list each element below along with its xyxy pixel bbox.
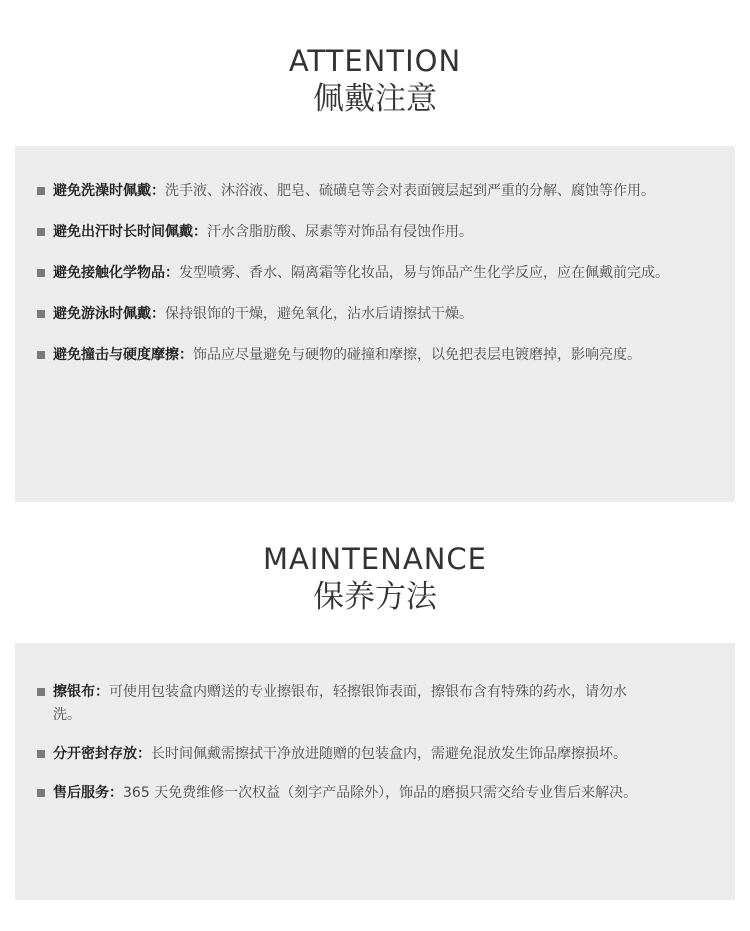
attention-item-separator: ： bbox=[165, 265, 179, 281]
square-bullet-icon bbox=[37, 688, 45, 696]
attention-item-separator: ： bbox=[179, 347, 193, 363]
square-bullet-icon bbox=[37, 789, 45, 797]
maintenance-item bbox=[37, 782, 653, 805]
square-bullet-icon bbox=[37, 228, 45, 236]
attention-panel bbox=[15, 146, 735, 502]
maintenance-item-title: 分开密封存放 bbox=[53, 746, 137, 762]
attention-item-title: 避免撞击与硬度摩擦 bbox=[53, 347, 179, 363]
attention-item-separator: ： bbox=[151, 306, 165, 322]
maintenance-heading bbox=[0, 542, 750, 616]
maintenance-item-text: 365 天免费维修一次权益（刻字产品除外），饰品的磨损只需交给专业售后来解决。 bbox=[123, 785, 638, 801]
attention-item-separator: ： bbox=[151, 183, 165, 199]
attention-item-title: 避免出汗时长时间佩戴 bbox=[53, 224, 193, 240]
maintenance-panel bbox=[15, 643, 735, 900]
maintenance-item-separator: ： bbox=[137, 746, 151, 762]
maintenance-item-text: 可使用包装盒内赠送的专业擦银布，轻擦银饰表面，擦银布含有特殊的药水，请勿水洗。 bbox=[53, 684, 627, 723]
maintenance-item-separator: ： bbox=[95, 684, 109, 700]
maintenance-title-zh: 保养方法 bbox=[313, 579, 437, 615]
square-bullet-icon bbox=[37, 187, 45, 195]
attention-item-title: 避免游泳时佩戴 bbox=[53, 306, 151, 322]
maintenance-item-title: 擦银布 bbox=[53, 684, 95, 700]
square-bullet-icon bbox=[37, 750, 45, 758]
square-bullet-icon bbox=[37, 310, 45, 318]
attention-item-text: 洗手液、沐浴液、肥皂、硫磺皂等会对表面镀层起到严重的分解、腐蚀等作用。 bbox=[165, 183, 655, 199]
maintenance-item-title: 售后服务 bbox=[53, 785, 109, 801]
attention-item-text: 汗水含脂肪酸、尿素等对饰品有侵蚀作用。 bbox=[207, 224, 473, 240]
attention-item bbox=[37, 344, 723, 367]
maintenance-title-en: MAINTENANCE bbox=[263, 542, 487, 576]
square-bullet-icon bbox=[37, 351, 45, 359]
attention-title-zh: 佩戴注意 bbox=[313, 81, 437, 117]
maintenance-item-separator: ： bbox=[109, 785, 123, 801]
attention-item-text: 保持银饰的干燥，避免氧化，沾水后请擦拭干燥。 bbox=[165, 306, 473, 322]
attention-item bbox=[37, 221, 723, 244]
attention-item-text: 饰品应尽量避免与硬物的碰撞和摩擦，以免把表层电镀磨掉，影响亮度。 bbox=[193, 347, 641, 363]
maintenance-item bbox=[37, 743, 653, 766]
attention-title-en: ATTENTION bbox=[288, 44, 462, 78]
attention-item-title: 避免洗澡时佩戴 bbox=[53, 183, 151, 199]
attention-item bbox=[37, 303, 723, 326]
maintenance-item bbox=[37, 681, 653, 727]
attention-item bbox=[37, 262, 723, 285]
attention-heading bbox=[0, 44, 750, 118]
square-bullet-icon bbox=[37, 269, 45, 277]
attention-item-title: 避免接触化学物品 bbox=[53, 265, 165, 281]
maintenance-item-text: 长时间佩戴需擦拭干净放进随赠的包装盒内，需避免混放发生饰品摩擦损坏。 bbox=[151, 746, 627, 762]
attention-item-text: 发型喷雾、香水、隔离霜等化妆品，易与饰品产生化学反应，应在佩戴前完成。 bbox=[179, 265, 669, 281]
attention-item-separator: ： bbox=[193, 224, 207, 240]
attention-item bbox=[37, 180, 723, 203]
